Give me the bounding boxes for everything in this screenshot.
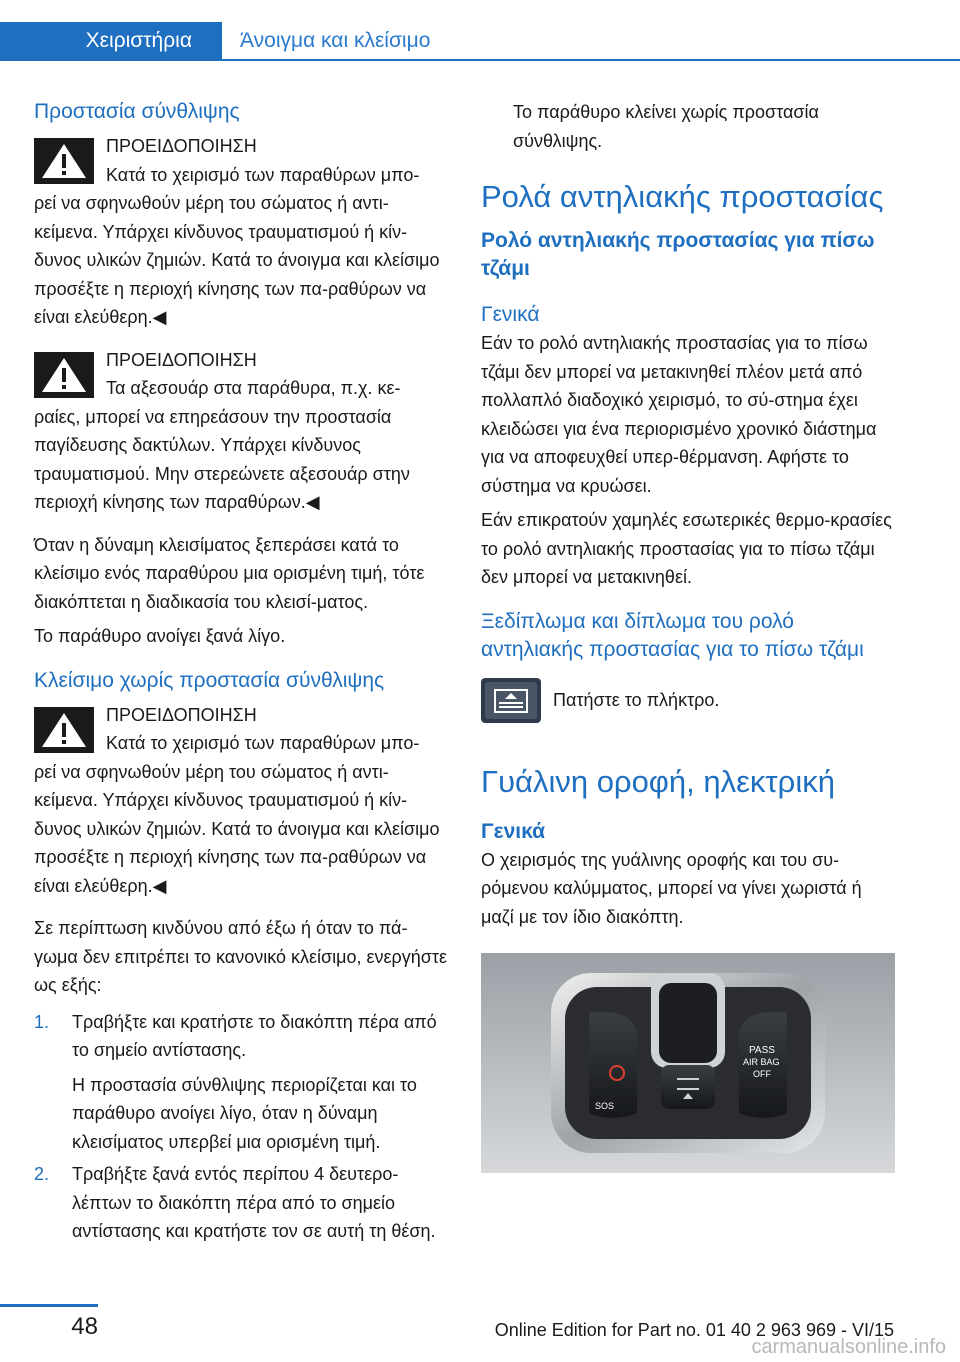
warning-block: [34, 132, 448, 332]
warning-block: [34, 701, 448, 901]
list-number: 1.: [34, 1011, 50, 1032]
warning-title: ΠΡΟΕΙΔΟΠΟΙΗΣΗ: [106, 704, 257, 725]
list-text: Τραβήξτε και κρατήστε το διακόπτη πέρα από το σημείο αντίστασης.: [72, 1011, 437, 1060]
warning-icon: [34, 707, 94, 753]
page-header: [0, 0, 960, 62]
heading-protection: Προστασία σύνθλιψης: [34, 100, 240, 123]
warning-text: ραίες, μπορεί να επηρεάσουν την προστασία παγίδευσης δακτύλων. Υπάρχει κίνδυνος τραυματισμού. Μην στερεώνετε αξεσουάρ στην περιοχή κίνησης των παραθύρων.◀: [34, 406, 410, 512]
footer-rule: [0, 1304, 98, 1307]
pass-label: PASS: [749, 1045, 775, 1056]
heading-general: Γενικά: [481, 303, 540, 326]
header-chapter-tab: Άνοιγμα και κλείσιμο: [240, 29, 431, 52]
heading-glass-roof: Γυάλινη οροφή, ηλεκτρική: [481, 763, 835, 799]
right-column: [481, 98, 895, 1173]
sos-label: SOS: [595, 1101, 615, 1111]
header-rule: [0, 59, 960, 61]
heading-closing-without-protection: Κλείσιμο χωρίς προστασία σύνθλιψης: [34, 668, 385, 692]
heading-sun-blinds: Ρολά αντηλιακής προστασίας: [481, 179, 884, 214]
watermark: carmanualsonline.info: [751, 1336, 946, 1358]
warning-title: ΠΡΟΕΙΔΟΠΟΙΗΣΗ: [106, 136, 257, 156]
header-section-tab: Χειριστήρια: [0, 22, 222, 60]
warning-text-line: Κατά το χειρισμό των παραθύρων μπο‐: [106, 733, 420, 753]
button-instruction: [481, 678, 895, 738]
list-text: Τραβήξτε ξανά εντός περίπου 4 δευτερο‐λέπτων το διακόπτη πέρα από το σημείο αντίστασης και κρατήστε τον σε αυτή τη θέση.: [72, 1164, 436, 1241]
heading-fold-unfold-blind: Ξεδίπλωμα και δίπλωμα του ρολό αντηλιακής προστασίας για το πίσω τζάμι: [481, 609, 864, 661]
heading-general: Γενικά: [481, 819, 546, 843]
list-note: Η προστασία σύνθλιψης περιορίζεται και το παράθυρο ανοίγει λίγο, όταν η δύναμη κλεισίματος υπερβεί μια ορισμένη τιμή.: [72, 1074, 417, 1152]
body-paragraph: Σε περίπτωση κινδύνου από έξω ή όταν το πά‐γωμα δεν επιτρέπει το κανονικό κλείσιμο, ενεργήστε ως εξής:: [34, 918, 448, 995]
warning-icon: [34, 352, 94, 398]
body-paragraph: Εάν το ρολό αντηλιακής προστασίας για το πίσω τζάμι δεν μπορεί να μετακινηθεί πλέον μετά από πολλαπλό διαδοχικό χειρισμό, το σύ‐στημα έχει κλειδώσει για ένα περιορισμένο χρονικό διάστημα για να αποφευχθεί υπερ‐θέρμανση. Αφήστε το σύστημα να κρυώσει.: [481, 333, 877, 496]
warning-icon: [34, 138, 94, 184]
sunblind-button-icon: [481, 678, 541, 723]
body-paragraph: Ο χειρισμός της γυάλινης οροφής και του συ‐ρόμενου καλύμματος, μπορεί να γίνει χωριστά ή μαζί με τον ίδιο διακόπτη.: [481, 849, 862, 927]
warning-text-line: Κατά το χειρισμό των παραθύρων μπο‐: [106, 164, 420, 185]
warning-text: ρεί να σφηνωθούν μέρη του σώματος ή αντι‐κείμενα. Υπάρχει κίνδυνος τραυματισμού ή κίν‐δυνος υλικών ζημιών. Κατά το άνοιγμα και κλείσιμο προσέξτε η περιοχή κίνησης των πα‐ραθύρων να είναι ελεύθερη.◀: [34, 193, 440, 327]
edition-text: Online Edition for Part no. 01 40 2 963 969 - VI/15: [494, 1320, 894, 1340]
body-paragraph: Όταν η δύναμη κλεισίματος ξεπεράσει κατά το κλείσιμο ενός παραθύρου μια ορισμένη τιμή, τότε διακόπτεται η διαδικασία του κλεισί‐ματος.: [34, 534, 425, 612]
overhead-console-photo: [481, 953, 895, 1173]
warning-block: [34, 346, 448, 517]
list-item: [34, 1160, 448, 1246]
warning-text: ρεί να σφηνωθούν μέρη του σώματος ή αντι‐κείμενα. Υπάρχει κίνδυνος τραυματισμού ή κίν‐δυνος υλικών ζημιών. Κατά το άνοιγμα και κλείσιμο προσέξτε η περιοχή κίνησης των πα‐ραθύρων να είναι ελεύθερη.◀: [34, 761, 440, 896]
warning-title: ΠΡΟΕΙΔΟΠΟΙΗΣΗ: [106, 349, 257, 370]
body-paragraph: Εάν επικρατούν χαμηλές εσωτερικές θερμο‐κρασίες το ρολό αντηλιακής προστασίας για το πίσω τζάμι δεν μπορεί να μετακινηθεί.: [481, 510, 892, 587]
body-paragraph: Το παράθυρο ανοίγει ξανά λίγο.: [34, 626, 286, 646]
warning-text-line: Τα αξεσουάρ στα παράθυρα, π.χ. κε‐: [106, 378, 401, 398]
page-number: 48: [71, 1313, 98, 1340]
list-item: [34, 1008, 448, 1157]
airbag-label: AIR BAG: [743, 1057, 780, 1067]
list-number: 2.: [34, 1164, 50, 1184]
button-instruction-text: Πατήστε το πλήκτρο.: [553, 689, 720, 710]
body-paragraph: Το παράθυρο κλείνει χωρίς προστασία σύνθλιψης.: [513, 102, 819, 151]
off-label: OFF: [753, 1069, 771, 1079]
heading-rear-window-blind: Ρολό αντηλιακής προστασίας για πίσω τζάμι: [481, 229, 875, 280]
left-column: [34, 98, 448, 1246]
